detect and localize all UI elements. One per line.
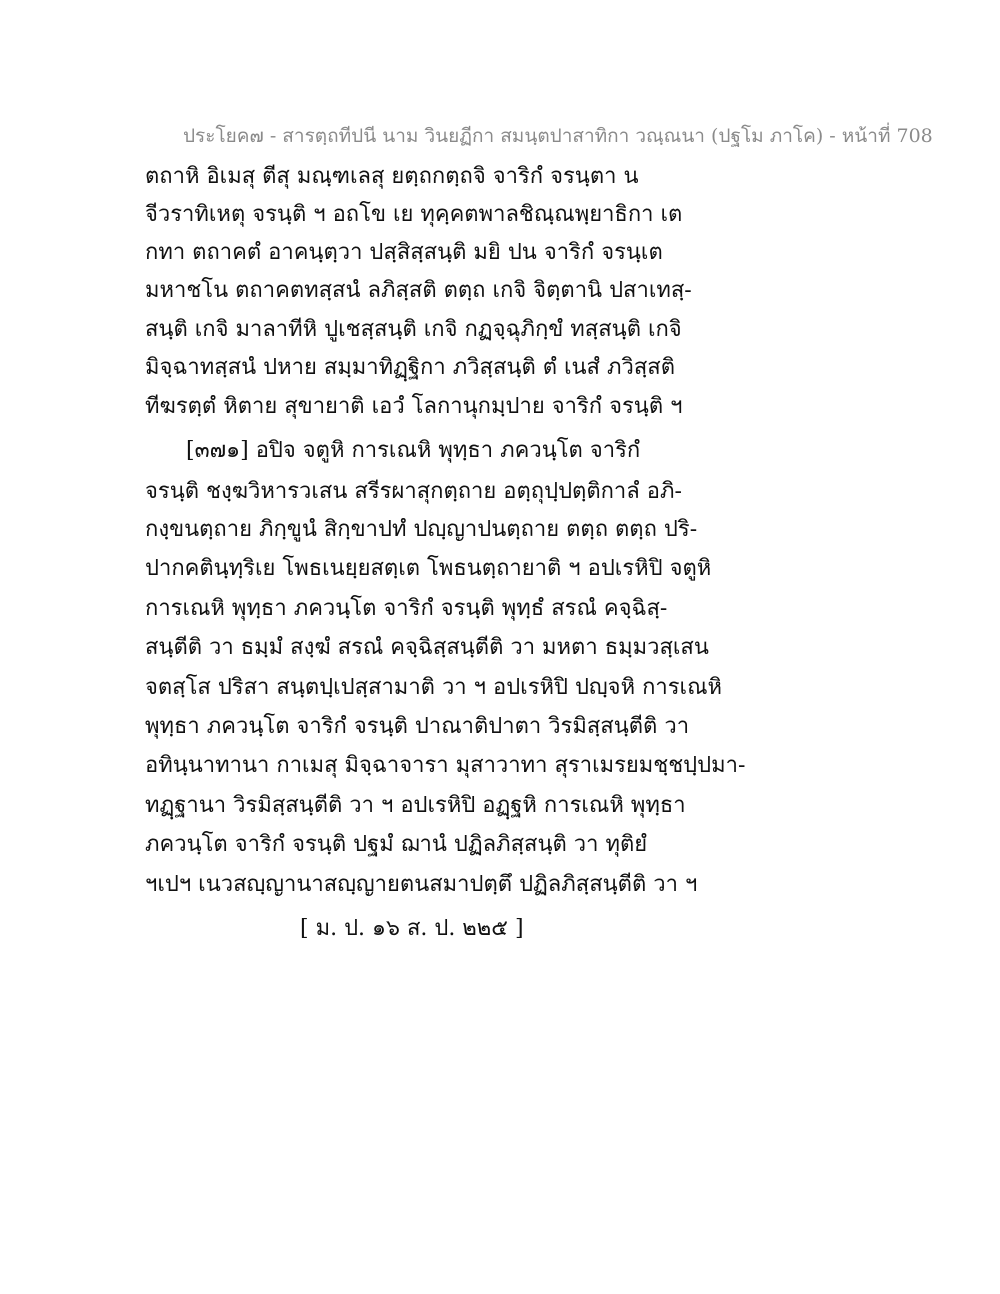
paragraph-1-line-5: สนฺติ เกจิ มาลาทีหิ ปูเชสฺสนฺติ เกจิ กฏจฺฉุภิกฺขํ ทสฺสนฺติ เกจิ xyxy=(145,317,682,342)
paragraph-2-line-5: การเณหิ พุทฺธา ภควนฺโต จาริกํ จรนฺติ พุทฺธํ สรณํ คจฺฉิสฺ- xyxy=(145,596,668,621)
paragraph-1-line-3: กทา ตถาคตํ อาคนฺตฺวา ปสฺสิสฺสนฺติ มยิ ปน จาริกํ จรนฺเต xyxy=(145,240,663,265)
paragraph-1-line-6: มิจฺฉาทสฺสนํ ปหาย สมฺมาทิฏฺฐิกา ภวิสฺสนฺติ ตํ เนสํ ภวิสฺสติ xyxy=(145,355,675,380)
paragraph-1-line-2: จีวราทิเหตุ จรนฺติ ฯ อถโข เย ทุคฺคตพาลชิณฺณพฺยาธิกา เต xyxy=(145,202,683,227)
paragraph-2-line-12: ฯเปฯ เนวสญฺญานาสญฺญายตนสมาปตฺตึ ปฏิลภิสฺสนฺตีติ วา ฯ xyxy=(145,872,698,897)
source-reference: [ ม. ป. ๑๖ ส. ป. ๒๒๕ ] xyxy=(300,916,524,941)
paragraph-2-line-1: [๓๗๑] อปิจ จตูหิ การเณหิ พุทฺธา ภควนฺโต จาริกํ xyxy=(186,438,641,463)
page-header: ประโยค๗ - สารตฺถทีปนี นาม วินยฏีกา สมนฺตปาสาทิกา วณฺณนา (ปฐโม ภาโค) - หน้าที่ 708 xyxy=(183,125,933,147)
paragraph-2-line-10: ทฏฺฐานา วิรมิสฺสนฺตีติ วา ฯ อปเรหิปิ อฏฺฐหิ การเณหิ พุทฺธา xyxy=(145,793,686,818)
paragraph-2-line-9: อทินฺนาทานา กาเมสุ มิจฺฉาจารา มุสาวาทา สุราเมรยมชฺชปฺปมา- xyxy=(145,753,746,778)
paragraph-2-line-2: จรนฺติ ชงฺฆวิหารวเสน สรีรผาสุกตฺถาย อตฺถุปฺปตฺติกาลํ อภิ- xyxy=(145,479,682,504)
paragraph-1-line-1: ตถาหิ อิเมสุ ตีสุ มณฺฑเลสุ ยตฺถกตฺถจิ จาริกํ จรนฺตา น xyxy=(145,164,639,189)
paragraph-2-line-7: จตสฺโส ปริสา สนฺตปฺเปสฺสามาติ วา ฯ อปเรหิปิ ปญฺจหิ การเณหิ xyxy=(145,675,722,700)
paragraph-1-line-4: มหาชโน ตถาคตทสฺสนํ ลภิสฺสติ ตตฺถ เกจิ จิตฺตานิ ปสาเทสฺ- xyxy=(145,278,692,303)
paragraph-2-line-3: กงฺขนตฺถาย ภิกฺขูนํ สิกฺขาปทํ ปญฺญาปนตฺถาย ตตฺถ ตตฺถ ปริ- xyxy=(145,517,698,542)
paragraph-1-line-7: ทีฆรตฺตํ หิตาย สุขายาติ เอวํ โลกานุกมฺปาย จาริกํ จรนฺติ ฯ xyxy=(145,394,683,419)
paragraph-2-line-6: สนฺตีติ วา ธมฺมํ สงฺฆํ สรณํ คจฺฉิสฺสนฺตีติ วา มหตา ธมฺมวสฺเสน xyxy=(145,635,709,660)
paragraph-2-line-4: ปากคตินฺทฺริเย โพธเนยฺยสตฺเต โพธนตฺถายาติ ฯ อปเรหิปิ จตูหิ xyxy=(145,556,712,581)
paragraph-2-line-8: พุทฺธา ภควนฺโต จาริกํ จรนฺติ ปาณาติปาตา วิรมิสฺสนฺตีติ วา xyxy=(145,714,690,739)
paragraph-2-line-11: ภควนฺโต จาริกํ จรนฺติ ปฐมํ ฌานํ ปฏิลภิสฺสนฺติ วา ทุติยํ xyxy=(145,832,648,857)
